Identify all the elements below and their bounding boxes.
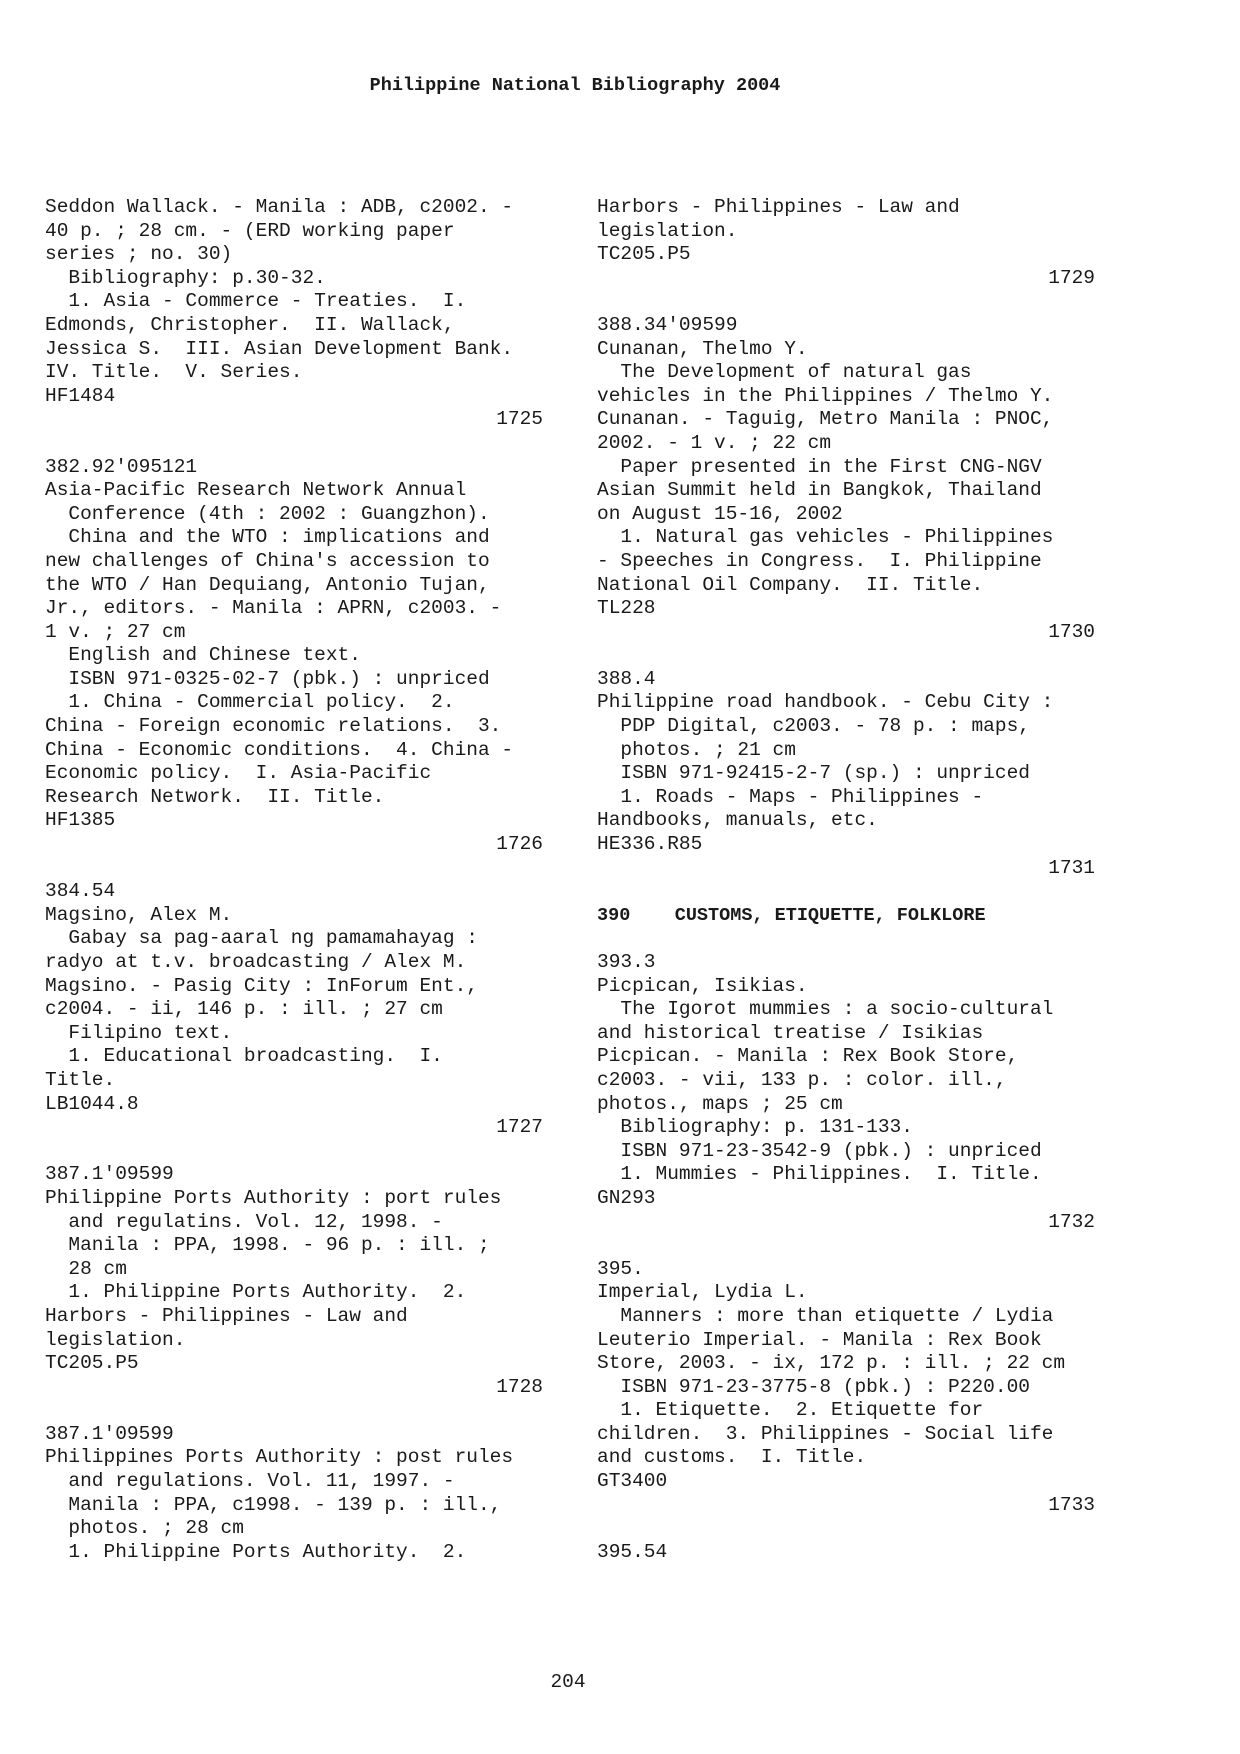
left-column [45, 196, 575, 1564]
text-line: Harbors - Philippines - Law and [597, 196, 960, 218]
text-line: Jr., editors. - Manila : APRN, c2003. - [45, 597, 502, 620]
text-line: ISBN 971-23-3775-8 (pbk.) : P220.00 [597, 1375, 1030, 1398]
text-line: English and Chinese text. [45, 644, 361, 667]
text-line: Manners : more than etiquette / Lydia [597, 1304, 1054, 1327]
text-line: Bibliography: p. 131-133. [597, 1116, 913, 1139]
text-line: 1. Philippine Ports Authority. 2. [45, 1540, 467, 1563]
text-line: Manila : PPA, 1998. - 96 p. : ill. ; [45, 1234, 490, 1257]
text-line: Store, 2003. - ix, 172 p. : ill. ; 22 cm [597, 1352, 1066, 1375]
text-line: TL228 [597, 597, 656, 620]
blank-line [45, 857, 575, 881]
text-line: radyo at t.v. broadcasting / Alex M. [45, 951, 467, 973]
text-line: Filipino text. [45, 1021, 233, 1044]
text-line: Philippines Ports Authority : post rules [45, 1446, 514, 1469]
text-line: 395.54 [597, 1540, 668, 1563]
text-line: 1. Roads - Maps - Philippines - [597, 785, 984, 808]
entry-number: 1733 [1048, 1493, 1095, 1516]
text-line: the WTO / Han Dequiang, Antonio Tujan, [45, 573, 490, 596]
entry-number: 1731 [1048, 856, 1095, 879]
text-line: Title. [45, 1068, 116, 1091]
text-line: children. 3. Philippines - Social life [597, 1422, 1054, 1445]
blank-line [597, 644, 1127, 668]
text-line: Research Network. II. Title. [45, 785, 385, 808]
text-line: Cunanan, Thelmo Y. [597, 337, 808, 360]
text-line: 382.92'095121 [45, 455, 198, 478]
text-line: HF1484 [45, 384, 116, 407]
text-line: Asia-Pacific Research Network Annual [45, 479, 467, 502]
right-column [597, 196, 1127, 1564]
text-line: and regulations. Vol. 11, 1997. - [45, 1470, 455, 1493]
text-line: IV. Title. V. Series. [45, 361, 303, 384]
text-line: Magsino. - Pasig City : InForum Ent., [45, 974, 478, 997]
text-line: Gabay sa pag-aaral ng pamamahayag : [45, 927, 478, 950]
blank-line [597, 880, 1127, 904]
entry-number: 1729 [1048, 266, 1095, 289]
text-line: TC205.P5 [597, 243, 691, 266]
text-line: LB1044.8 [45, 1092, 139, 1115]
text-line: GT3400 [597, 1470, 668, 1493]
text-line: Philippine Ports Authority : port rules [45, 1186, 502, 1209]
entry-number: 1732 [1048, 1210, 1095, 1233]
text-line: c2003. - vii, 133 p. : color. ill., [597, 1068, 1007, 1091]
text-line: vehicles in the Philippines / Thelmo Y. [597, 384, 1054, 407]
blank-line [597, 1234, 1127, 1258]
text-line: c2004. - ii, 146 p. : ill. ; 27 cm [45, 998, 443, 1021]
text-line: ISBN 971-92415-2-7 (sp.) : unpriced [597, 762, 1030, 785]
text-line: - Speeches in Congress. I. Philippine [597, 549, 1042, 572]
text-line: 387.1'09599 [45, 1163, 174, 1186]
text-line: Asian Summit held in Bangkok, Thailand [597, 479, 1042, 502]
entry-number: 1727 [496, 1116, 543, 1139]
text-line: China - Foreign economic relations. 3. [45, 715, 502, 738]
text-line: photos. ; 21 cm [597, 738, 796, 761]
text-line: and historical treatise / Isikias [597, 1021, 984, 1044]
text-line: Seddon Wallack. - Manila : ADB, c2002. - [45, 196, 514, 218]
text-line: Picpican. - Manila : Rex Book Store, [597, 1045, 1019, 1068]
text-line: 1 v. ; 27 cm [45, 620, 186, 643]
text-line: Bibliography: p.30-32. [45, 266, 326, 289]
entry-number: 1730 [1048, 620, 1095, 643]
text-line: on August 15-16, 2002 [597, 502, 843, 525]
text-line: Leuterio Imperial. - Manila : Rex Book [597, 1328, 1042, 1351]
text-line: 1. Etiquette. 2. Etiquette for [597, 1399, 984, 1422]
text-line: photos., maps ; 25 cm [597, 1092, 843, 1115]
text-line: 384.54 [45, 880, 116, 903]
text-line: 1. Philippine Ports Authority. 2. [45, 1281, 467, 1304]
text-line: 1. Mummies - Philippines. I. Title. [597, 1163, 1042, 1186]
blank-line [45, 1399, 575, 1423]
blank-line [597, 927, 1127, 951]
text-line: and customs. I. Title. [597, 1446, 867, 1469]
text-line: 388.4 [597, 667, 656, 690]
text-line: legislation. [45, 1328, 186, 1351]
text-line: PDP Digital, c2003. - 78 p. : maps, [597, 715, 1030, 738]
blank-line [597, 290, 1127, 314]
text-line: legislation. [597, 219, 738, 242]
text-line: Cunanan. - Taguig, Metro Manila : PNOC, [597, 408, 1054, 431]
text-line: 1. Educational broadcasting. I. [45, 1045, 443, 1068]
page-title: Philippine National Bibliography 2004 [369, 75, 781, 96]
text-line: Harbors - Philippines - Law and [45, 1304, 408, 1327]
text-line: Edmonds, Christopher. II. Wallack, [45, 313, 455, 336]
text-line: China and the WTO : implications and [45, 526, 490, 549]
text-line: 1. China - Commercial policy. 2. [45, 691, 455, 714]
page-number: 204 [550, 1671, 586, 1693]
text-line: 40 p. ; 28 cm. - (ERD working paper [45, 219, 455, 242]
text-line: and regulatins. Vol. 12, 1998. - [45, 1210, 443, 1233]
text-line: HE336.R85 [597, 833, 703, 856]
text-line: Conference (4th : 2002 : Guangzhon). [45, 502, 490, 525]
text-line: The Igorot mummies : a socio-cultural [597, 998, 1054, 1021]
text-line: Magsino, Alex M. [45, 903, 233, 926]
blank-line [45, 432, 575, 456]
text-line: Philippine road handbook. - Cebu City : [597, 691, 1054, 714]
text-line: 28 cm [45, 1257, 127, 1280]
text-line: 1. Asia - Commerce - Treaties. I. [45, 290, 467, 313]
text-line: 393.3 [597, 951, 656, 973]
text-line: Picpican, Isikias. [597, 974, 808, 997]
text-line: 387.1'09599 [45, 1422, 174, 1445]
entry-number: 1728 [496, 1375, 543, 1398]
text-line: Imperial, Lydia L. [597, 1281, 808, 1304]
text-line: Paper presented in the First CNG-NGV [597, 455, 1042, 478]
text-line: The Development of natural gas [597, 361, 972, 384]
blank-line [45, 1140, 575, 1164]
entry-number: 1726 [496, 833, 543, 856]
text-line: 1. Natural gas vehicles - Philippines [597, 526, 1054, 549]
text-line: China - Economic conditions. 4. China - [45, 738, 514, 761]
section-heading: 390 CUSTOMS, ETIQUETTE, FOLKLORE [597, 904, 986, 926]
text-line: TC205.P5 [45, 1352, 139, 1375]
text-line: ISBN 971-0325-02-7 (pbk.) : unpriced [45, 667, 490, 690]
entry-number: 1725 [496, 408, 543, 431]
text-line: 2002. - 1 v. ; 22 cm [597, 431, 832, 454]
text-line: National Oil Company. II. Title. [597, 573, 984, 596]
text-line: Handbooks, manuals, etc. [597, 809, 878, 832]
text-line: Economic policy. I. Asia-Pacific [45, 762, 432, 785]
text-line: photos. ; 28 cm [45, 1517, 244, 1540]
text-line: Jessica S. III. Asian Development Bank. [45, 337, 514, 360]
text-line: ISBN 971-23-3542-9 (pbk.) : unpriced [597, 1139, 1042, 1162]
text-line: 388.34'09599 [597, 313, 738, 336]
text-line: 395. [597, 1257, 644, 1280]
text-line: new challenges of China's accession to [45, 549, 490, 572]
text-line: series ; no. 30) [45, 243, 233, 266]
blank-line [597, 1517, 1127, 1541]
text-line: GN293 [597, 1186, 656, 1209]
text-line: Manila : PPA, c1998. - 139 p. : ill., [45, 1493, 502, 1516]
text-line: HF1385 [45, 809, 116, 832]
